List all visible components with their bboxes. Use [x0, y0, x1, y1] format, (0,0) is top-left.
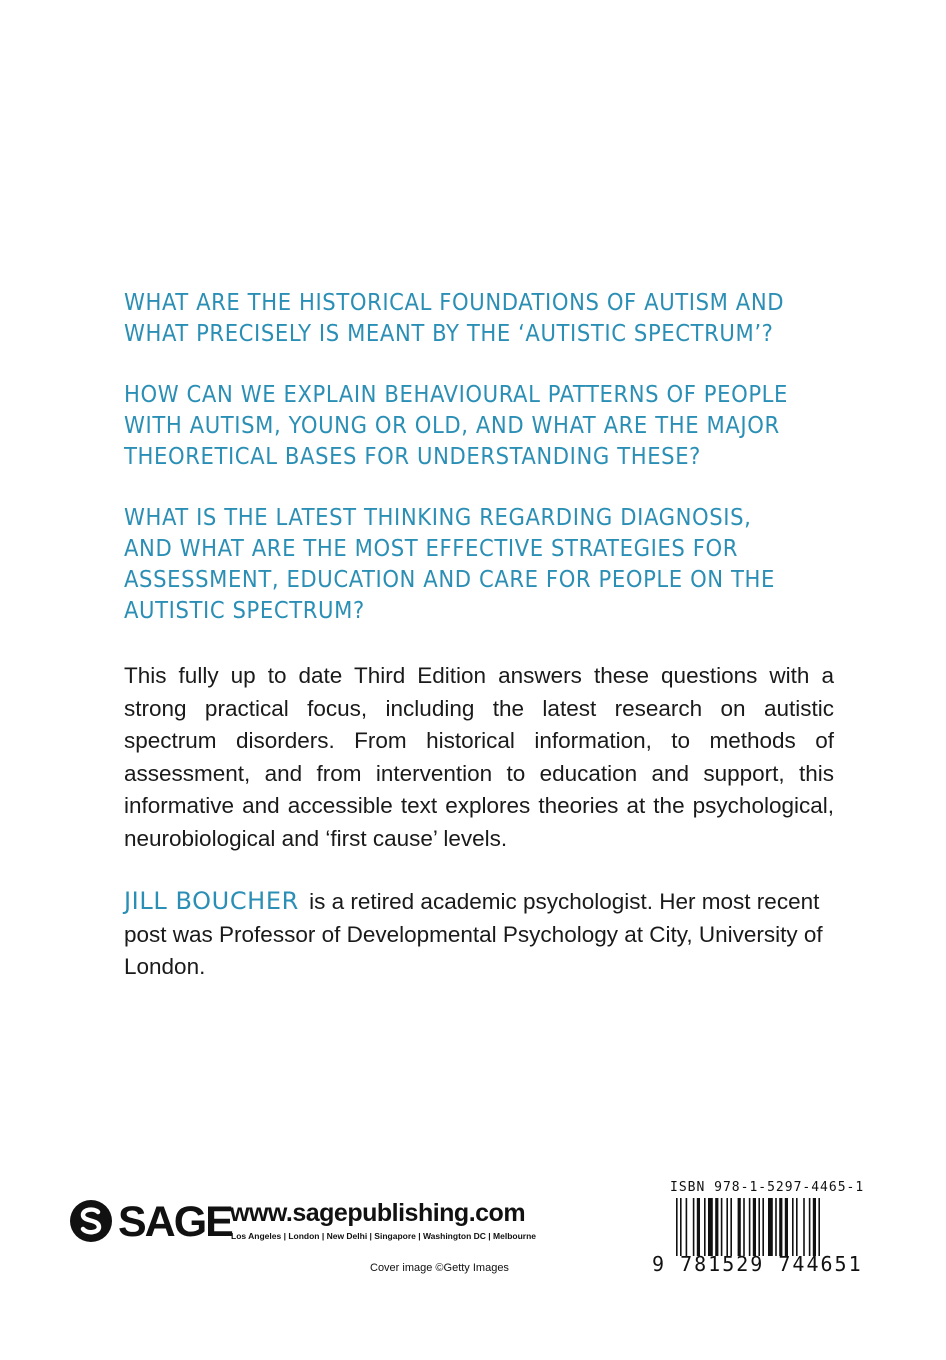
barcode-bar	[792, 1198, 794, 1256]
barcode-bar	[753, 1198, 756, 1256]
barcode-bar	[715, 1198, 718, 1256]
barcode-bar	[693, 1198, 695, 1256]
barcode-bar	[809, 1198, 811, 1256]
publisher-url[interactable]: www.sagepublishing.com	[230, 1199, 526, 1227]
barcode-bar	[775, 1198, 777, 1256]
question-3: WHAT IS THE LATEST THINKING REGARDING DIAGNOSIS, AND WHAT ARE THE MOST EFFECTIVE STRATEGIES FOR ASSESSMENT, EDUCATION AND CARE FOR PEOPLE ON THE AUTISTIC SPECTRUM?	[124, 503, 775, 624]
barcode-bar	[758, 1198, 760, 1256]
barcode-bar	[796, 1198, 798, 1256]
barcode-bar	[818, 1198, 820, 1256]
book-description: This fully up to date Third Edition answers these questions with a strong practical focus, including the latest research on autistic spectrum disorders. From historical information, to methods of assessment, and from intervention to education and support, this informative and accessible text explores theories at the psychological, neurobiological and ‘first cause’ levels.	[124, 663, 834, 851]
barcode-bar	[708, 1198, 713, 1256]
barcode-bar	[743, 1198, 745, 1256]
barcode-bar	[697, 1198, 700, 1256]
question-1: WHAT ARE THE HISTORICAL FOUNDATIONS OF AUTISM AND WHAT PRECISELY IS MEANT BY THE ‘AUTISTIC SPECTRUM’?	[124, 288, 785, 347]
sage-s-emblem-icon	[68, 1198, 114, 1244]
barcode-bar	[730, 1198, 732, 1256]
author-bio	[124, 885, 844, 984]
barcode-bar	[779, 1198, 782, 1256]
questions-block	[124, 287, 844, 656]
barcode-bar	[803, 1198, 805, 1256]
question-2: HOW CAN WE EXPLAIN BEHAVIOURAL PATTERNS OF PEOPLE WITH AUTISM, YOUNG OR OLD, AND WHAT ARE THE MAJOR THEORETICAL BASES FOR UNDERSTANDING THESE?	[124, 380, 789, 470]
author-name: JILL BOUCHER	[124, 887, 299, 915]
publisher-block	[68, 1196, 538, 1256]
barcode-bar	[785, 1198, 788, 1256]
barcode-bar	[686, 1198, 688, 1256]
sage-wordmark: SAGE	[118, 1198, 232, 1246]
barcode-bar	[768, 1198, 773, 1256]
cover-credit: Cover image ©Getty Images	[370, 1262, 509, 1274]
barcode-bar	[738, 1198, 741, 1256]
author-bio-text: is a retired academic psychologist. Her most recent post was Professor of Developmental Psychology at City, University of London.	[124, 889, 823, 979]
barcode-bar	[704, 1198, 706, 1256]
barcode-digits: 9 781529 744651	[652, 1252, 863, 1276]
isbn-barcode	[640, 1180, 870, 1280]
barcode-bar	[726, 1198, 728, 1256]
barcode-bar	[680, 1198, 682, 1256]
barcode-bar	[676, 1198, 678, 1256]
barcode-bar	[762, 1198, 764, 1256]
barcode-bar	[721, 1198, 723, 1256]
sage-logo	[68, 1198, 232, 1246]
barcode-bar	[749, 1198, 751, 1256]
barcode-bar	[813, 1198, 816, 1256]
publisher-cities: Los Angeles | London | New Delhi | Singapore | Washington DC | Melbourne	[231, 1231, 536, 1241]
barcode-bars	[676, 1198, 868, 1256]
isbn-label: ISBN 978-1-5297-4465-1	[670, 1180, 865, 1195]
